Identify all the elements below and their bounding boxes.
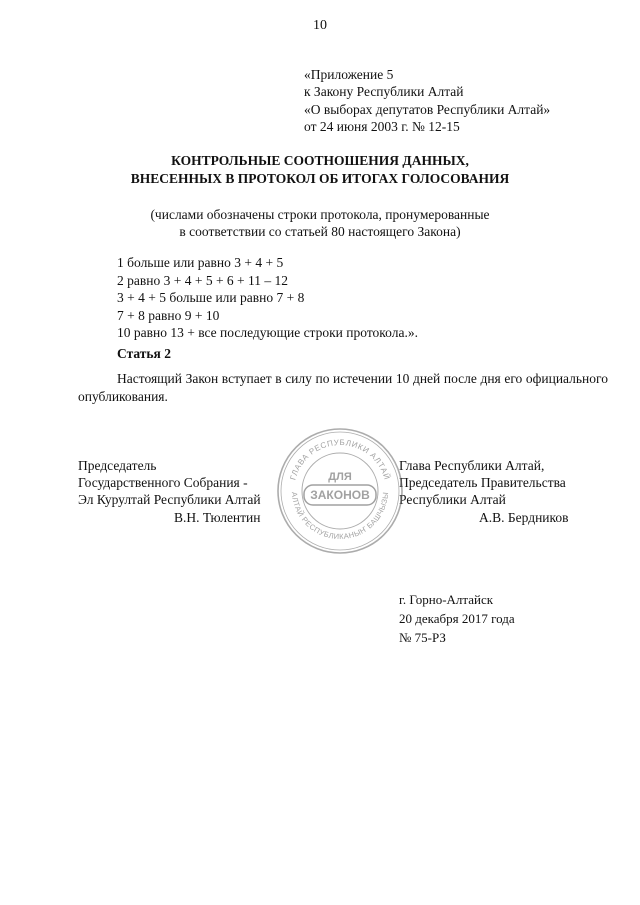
ratio-line: 2 равно 3 + 4 + 5 + 6 + 11 – 12 [117, 272, 289, 288]
ratio-line: 3 + 4 + 5 больше или равно 7 + 8 [117, 290, 305, 306]
ratio-line: 10 равно 13 + все последующие строки протокола.». [117, 325, 418, 341]
appendix-line: «Приложение 5 [304, 67, 394, 82]
signature-title-line: Государственного Собрания - [78, 475, 248, 491]
signatory-name: В.Н. Тюлентин [174, 509, 261, 525]
subtitle-line: в соответствии со статьей 80 настоящего Закона) [179, 224, 461, 240]
ratio-line: 1 больше или равно 3 + 4 + 5 [117, 255, 284, 270]
appendix-line: «О выборах депутатов Республики Алтай» [304, 101, 551, 117]
stamp-center-line2: ЗАКОНОВ [310, 488, 370, 502]
signature-title-line: Глава Республики Алтай, [399, 458, 545, 473]
signature-right [399, 457, 569, 526]
appendix-block [304, 66, 550, 135]
subtitle-line: (числами обозначены строки протокола, пронумерованные [150, 207, 490, 222]
place-date-block [399, 590, 515, 647]
official-seal-stamp [276, 427, 404, 555]
signature-left [78, 457, 261, 526]
title-line: КОНТРОЛЬНЫЕ СООТНОШЕНИЯ ДАННЫХ, [171, 153, 469, 168]
appendix-line: к Закону Республики Алтай [304, 84, 464, 100]
document-subtitle [0, 206, 640, 241]
date: 20 декабря 2017 года [399, 611, 515, 626]
city: г. Горно-Алтайск [399, 592, 494, 607]
document-title [0, 152, 640, 187]
stamp-center-line1: ДЛЯ [328, 471, 352, 483]
signature-title-line: Республики Алтай [399, 492, 506, 508]
ratio-line: 7 + 8 равно 9 + 10 [117, 307, 220, 323]
article-heading: Статья 2 [117, 346, 171, 361]
signatory-name: А.В. Бердников [479, 509, 569, 525]
article-text: Настоящий Закон вступает в силу по истечении 10 дней после дня его официального опубликования. [78, 371, 608, 404]
signature-title-line: Эл Курултай Республики Алтай [78, 492, 261, 508]
stamp-top-text: ГЛАВА РЕСПУБЛИКИ АЛТАЙ [288, 437, 392, 482]
control-ratios-list [117, 254, 418, 342]
signature-title-line: Председатель [78, 458, 157, 473]
title-line: ВНЕСЕННЫХ В ПРОТОКОЛ ОБ ИТОГАХ ГОЛОСОВАНИЯ [130, 170, 510, 186]
appendix-line: от 24 июня 2003 г. № 12-15 [304, 118, 460, 134]
page-number: 10 [313, 18, 327, 33]
law-number: № 75-РЗ [399, 630, 446, 645]
signature-title-line: Председатель Правительства [399, 475, 566, 491]
stamp-bottom-text: АЛТАЙ РЕСПУБЛИКАНЫҤ БАШЧЫЗЫ [289, 491, 391, 542]
